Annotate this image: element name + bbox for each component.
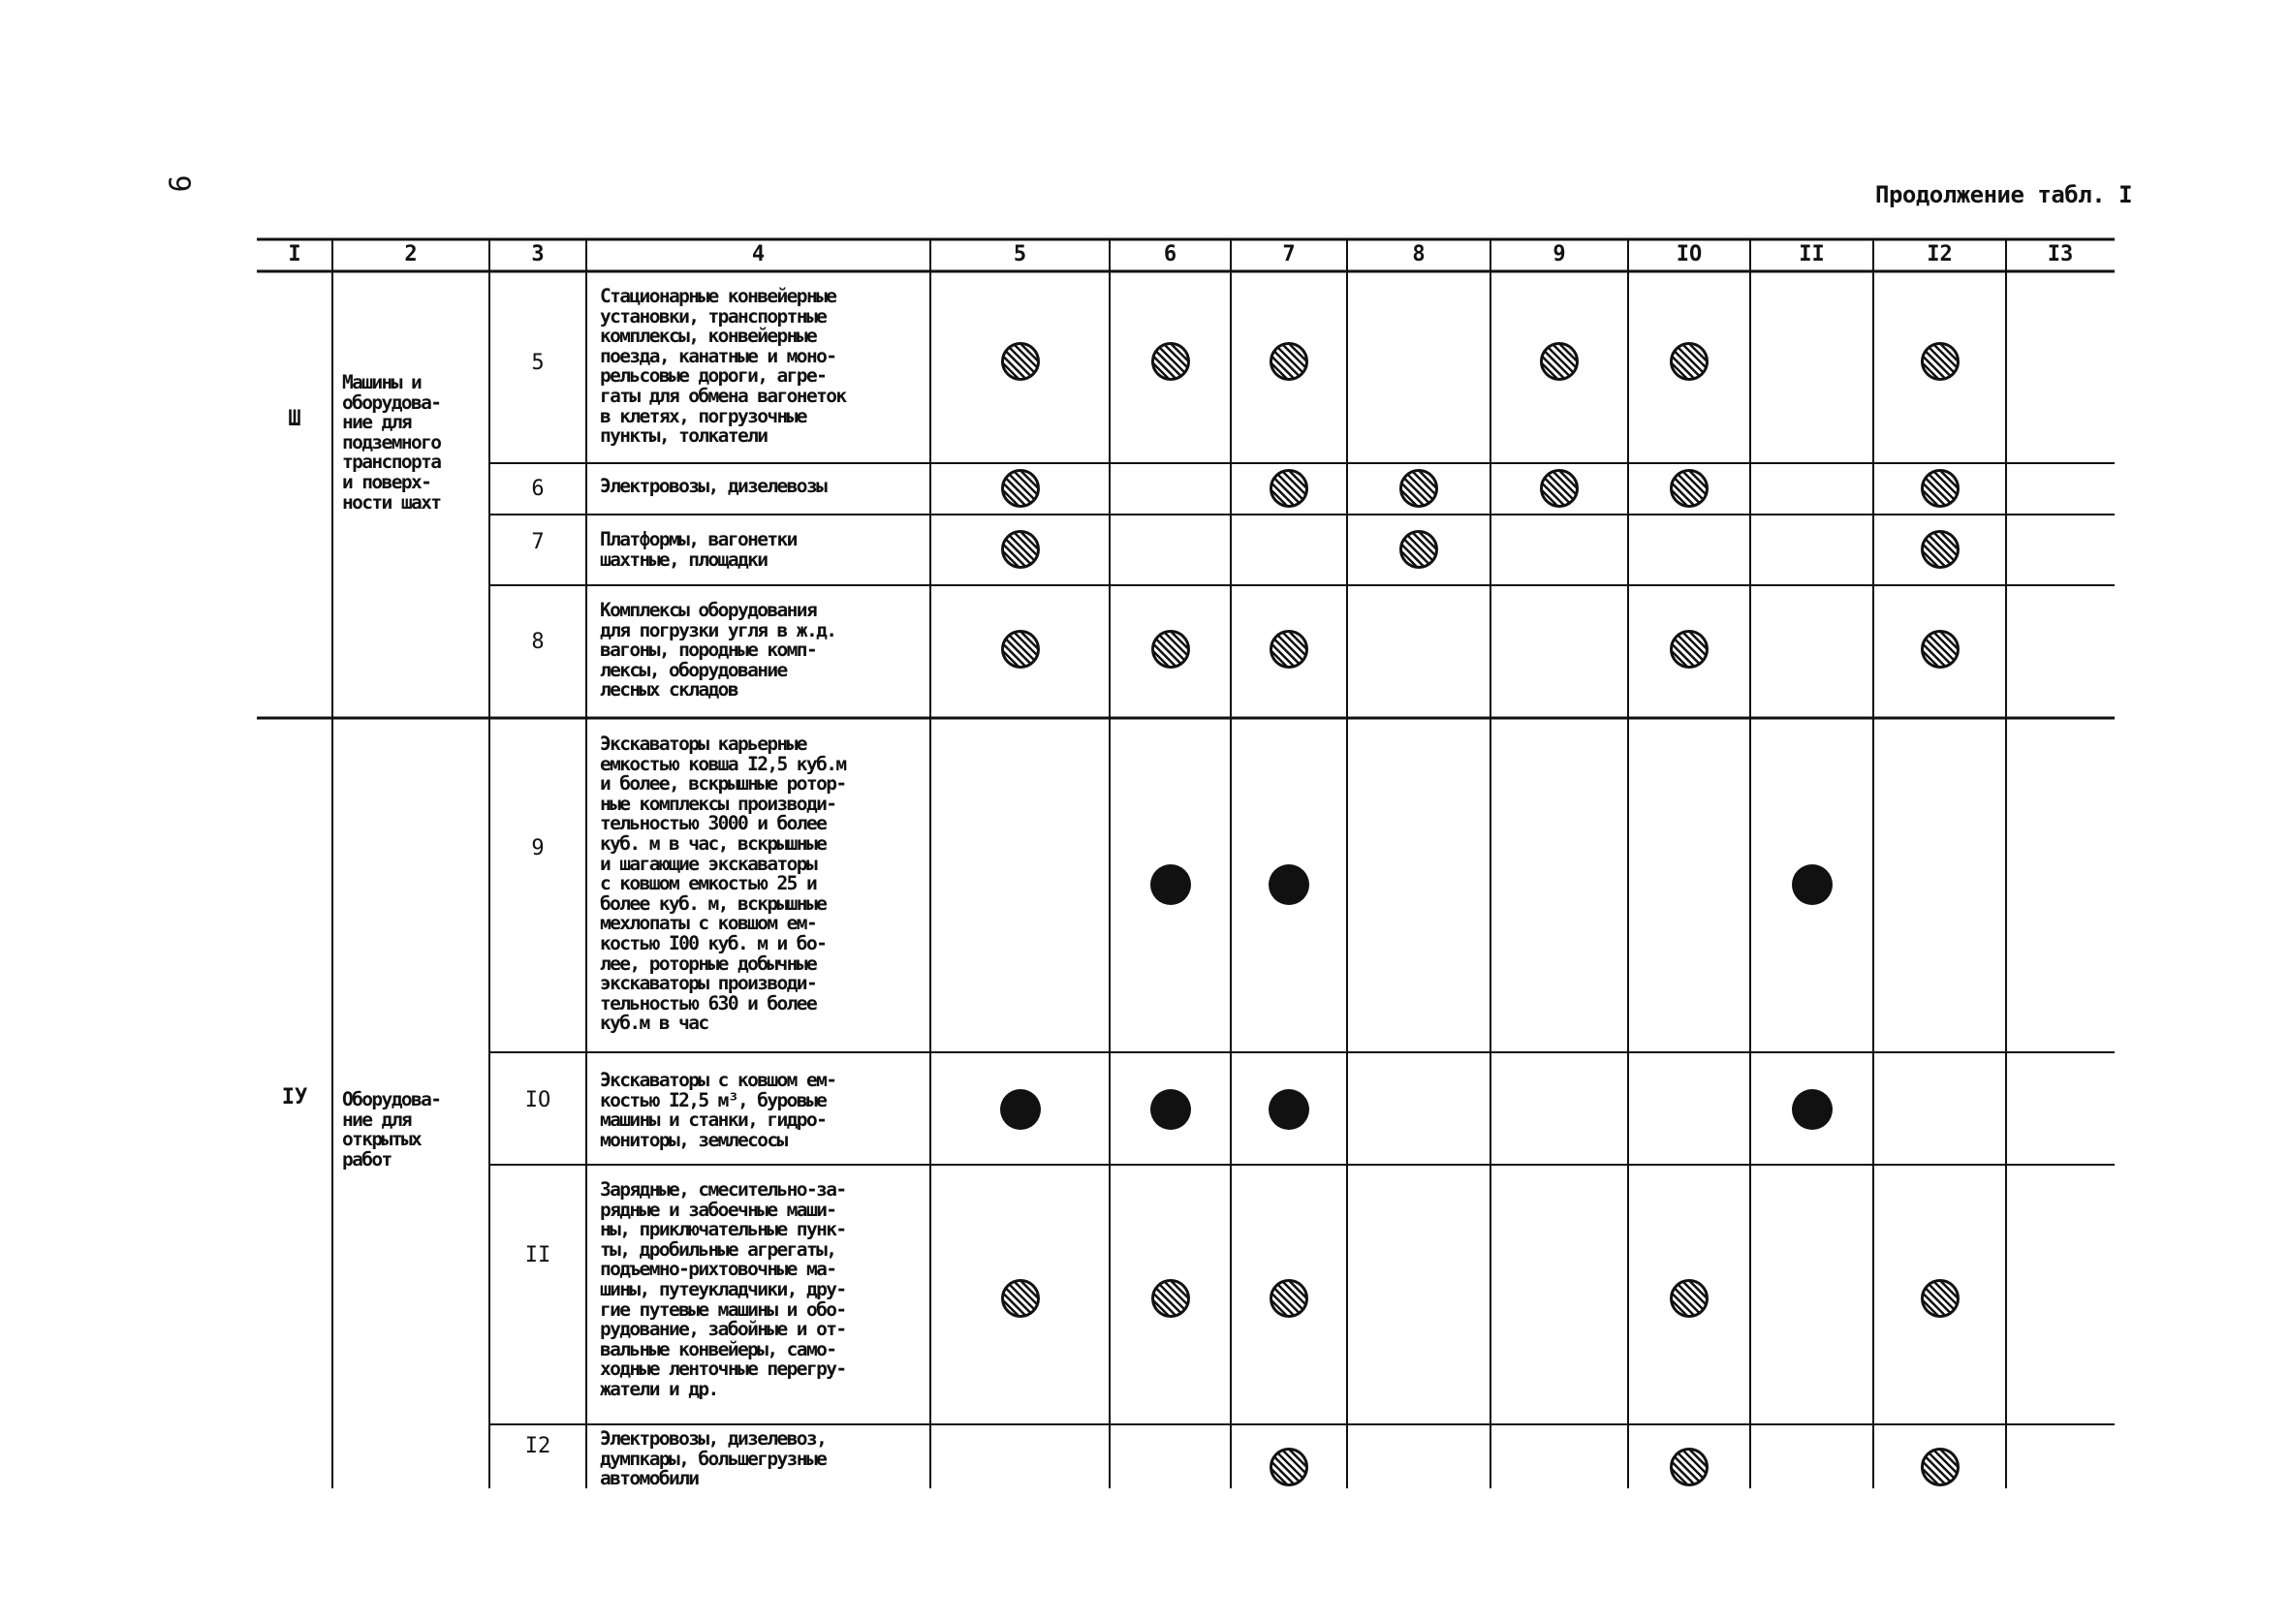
hatched-circle-mark xyxy=(1270,469,1308,508)
header-cell-10: IO xyxy=(1676,242,1703,266)
header-cell-9: 9 xyxy=(1553,242,1566,266)
filled-circle-mark xyxy=(1150,1089,1191,1130)
hatched-circle-mark xyxy=(1399,469,1438,508)
header-cell-11: II xyxy=(1799,242,1825,266)
hatched-circle-mark xyxy=(1540,469,1579,508)
group-code: Ш xyxy=(288,407,301,431)
row-number: II xyxy=(524,1243,551,1267)
header-cell-3: 3 xyxy=(531,242,545,266)
header-cell-8: 8 xyxy=(1412,242,1426,266)
header-cell-5: 5 xyxy=(1013,242,1027,266)
header-cell-7: 7 xyxy=(1282,242,1296,266)
hatched-circle-mark xyxy=(1670,630,1709,669)
table-caption: Продолжение табл. I xyxy=(1875,181,2133,208)
header-cell-1: I xyxy=(288,242,301,266)
row-description: Платформы, вагонетки шахтные, площадки xyxy=(600,528,797,571)
hatched-circle-mark xyxy=(1921,342,1960,381)
hatched-circle-mark xyxy=(1001,630,1040,669)
hatched-circle-mark xyxy=(1270,630,1308,669)
group-title: Оборудова- ние для открытых работ xyxy=(342,1088,441,1171)
row-number: 8 xyxy=(531,630,545,654)
row-description: Электровозы, дизелевоз, думпкары, большегрузные автомобили xyxy=(600,1427,827,1490)
hatched-circle-mark xyxy=(1921,1448,1960,1486)
hatched-circle-mark xyxy=(1921,469,1960,508)
header-cell-4: 4 xyxy=(751,242,766,266)
row-description: Стационарные конвейерные установки, транспортные комплексы, конвейерные поезда, канатные и моно- рельсовые дороги, агре- гаты для обмена вагонеток в клетях, погрузочные пункты, толкатели xyxy=(600,285,846,448)
filled-circle-mark xyxy=(1000,1089,1041,1130)
hatched-circle-mark xyxy=(1670,1279,1709,1318)
group-title: Машины и оборудова- ние для подземного транспорта и поверх- ности шахт xyxy=(342,371,441,514)
header-cell-12: I2 xyxy=(1927,242,1953,266)
row-number: I2 xyxy=(524,1434,551,1458)
hatched-circle-mark xyxy=(1921,1279,1960,1318)
row-number: 9 xyxy=(531,836,545,860)
hatched-circle-mark xyxy=(1270,1279,1308,1318)
hatched-circle-mark xyxy=(1921,530,1960,569)
row-description: Экскаваторы карьерные емкостью ковша I2,5 куб.м и более, вскрышные ротор- ные комплексы производи- тельностью 3000 и более куб. м в час, вскрышные и шагающие экскаваторы с ковшом емкостью 25 и более куб. м, вскрышные мехлопаты с ковшом ем- костью I00 куб. м и бо- лее, роторные добычные экскаваторы производи- тельностью 630 и более куб.м в час xyxy=(600,733,846,1035)
filled-circle-mark xyxy=(1792,1089,1833,1130)
hatched-circle-mark xyxy=(1540,342,1579,381)
hatched-circle-mark xyxy=(1921,630,1960,669)
row-number: IO xyxy=(524,1088,551,1112)
hatched-circle-mark xyxy=(1001,342,1040,381)
filled-circle-mark xyxy=(1150,864,1191,905)
row-description: Комплексы оборудования для погрузки угля в ж.д. вагоны, породные комп- лексы, оборудование лесных складов xyxy=(600,599,836,702)
hatched-circle-mark xyxy=(1001,469,1040,508)
filled-circle-mark xyxy=(1269,864,1309,905)
group-code: IУ xyxy=(281,1085,308,1109)
hatched-circle-mark xyxy=(1270,342,1308,381)
row-number: 7 xyxy=(531,530,545,554)
hatched-circle-mark xyxy=(1670,342,1709,381)
hatched-circle-mark xyxy=(1670,1448,1709,1486)
hatched-circle-mark xyxy=(1670,469,1709,508)
hatched-circle-mark xyxy=(1399,530,1438,569)
header-cell-13: I3 xyxy=(2047,242,2074,266)
header-cell-2: 2 xyxy=(404,242,418,266)
row-description: Электровозы, дизелевозы xyxy=(600,475,827,497)
hatched-circle-mark xyxy=(1001,1279,1040,1318)
hatched-circle-mark xyxy=(1151,342,1190,381)
hatched-circle-mark xyxy=(1151,630,1190,669)
filled-circle-mark xyxy=(1269,1089,1309,1130)
row-number: 5 xyxy=(531,351,545,375)
hatched-circle-mark xyxy=(1270,1448,1308,1486)
filled-circle-mark xyxy=(1792,864,1833,905)
header-cell-6: 6 xyxy=(1163,242,1177,266)
row-description: Зарядные, смесительно-за- рядные и забоечные маши- ны, приключательные пунк- ты, дробильные агрегаты, подъемно-рихтовочные ма- шины, путеукладчики, дру- гие путевые машины и обо- рудование, забойные и от- вальные конвейеры, само- ходные ленточные перегру- жатели и др. xyxy=(600,1178,846,1400)
page-number: 9 xyxy=(161,174,196,193)
hatched-circle-mark xyxy=(1151,1279,1190,1318)
row-number: 6 xyxy=(531,477,545,501)
row-description: Экскаваторы с ковшом ем- костью I2,5 м³, буровые машины и станки, гидро- мониторы, землесосы xyxy=(600,1069,836,1151)
hatched-circle-mark xyxy=(1001,530,1040,569)
